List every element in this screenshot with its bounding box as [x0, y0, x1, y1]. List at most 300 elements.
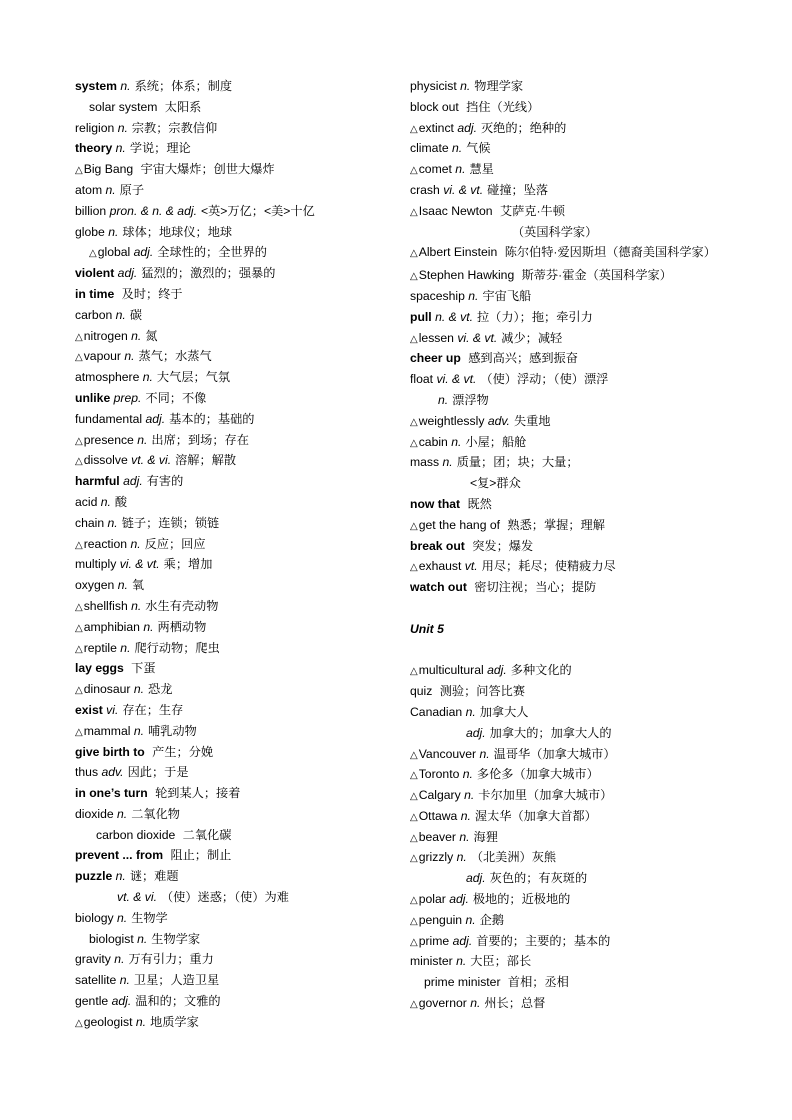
headword: in one’s turn [75, 786, 148, 801]
headword: reptile [83, 640, 117, 655]
definition: 氧 [131, 578, 145, 593]
vocab-entry [410, 201, 730, 222]
definition: 水生有壳动物 [145, 598, 219, 613]
headword: biologist [89, 931, 134, 946]
headword: prime minister [424, 975, 501, 990]
part-of-speech: n. [137, 432, 148, 447]
headword: block out [410, 99, 459, 114]
part-of-speech: n. [456, 850, 467, 865]
definition: 地质学家 [150, 1014, 199, 1029]
definition: （北美洲）灰熊 [470, 850, 557, 865]
part-of-speech: adj. [457, 120, 477, 135]
vocab-entry [410, 369, 730, 390]
headword: now that [410, 496, 461, 511]
vocab-entry [75, 513, 375, 534]
vocab-entry [410, 118, 730, 139]
headword: physicist [410, 79, 457, 93]
vocab-entry [410, 222, 730, 243]
part-of-speech: n. [115, 141, 126, 156]
definition: 突发；爆发 [472, 538, 534, 553]
unit-title: Unit 5 [410, 621, 444, 636]
part-of-speech: n. [465, 704, 476, 719]
headword: crash [410, 182, 440, 197]
part-of-speech: pron. & n. & adj. [109, 203, 197, 218]
definition: 斯蒂芬·霍金（英国科学家） [521, 268, 672, 283]
definition: 原子 [119, 182, 145, 197]
definition: 出席；到场；存在 [151, 432, 249, 447]
headword: prime [418, 933, 450, 948]
headword: mammal [83, 723, 131, 738]
vocab-entry [410, 390, 730, 411]
vocab-entry [410, 723, 730, 744]
part-of-speech: n. [142, 370, 153, 385]
part-of-speech: n. [135, 1014, 147, 1029]
headword: prevent ... from [75, 848, 164, 863]
right-column [410, 76, 730, 1014]
part-of-speech: n. [108, 224, 119, 239]
headword: billion [75, 203, 107, 218]
headword: presence [83, 432, 134, 447]
triangle-icon: △ [410, 520, 418, 532]
vocab-entry [410, 764, 730, 785]
headword: reaction [83, 536, 128, 551]
headword: cheer up [410, 351, 461, 366]
headword: minister [410, 954, 453, 969]
definition: 失重地 [513, 413, 551, 428]
part-of-speech: adj. [449, 892, 469, 907]
headword: dinosaur [83, 682, 131, 697]
definition: 灭绝的；绝种的 [480, 120, 567, 135]
part-of-speech: vi. & vt. [436, 372, 477, 387]
part-of-speech: n. [133, 682, 145, 697]
headword: carbon dioxide [96, 827, 176, 842]
vocab-entry [75, 658, 375, 679]
headword: mass [410, 455, 440, 470]
part-of-speech: n. [468, 288, 479, 303]
definition: （英国科学家） [512, 224, 598, 239]
part-of-speech: n. [133, 723, 144, 738]
definition: 挡住（光线） [466, 99, 540, 114]
definition: 拉（力）；拖；牵引力 [477, 309, 593, 324]
definition: 海狸 [473, 829, 498, 844]
definition: 测验；问答比赛 [439, 684, 526, 699]
part-of-speech: vt. [464, 559, 478, 574]
vocab-entry [75, 450, 375, 471]
headword: Calgary [418, 788, 461, 803]
definition: 酸 [114, 494, 128, 509]
definition: 及时；终于 [121, 286, 183, 301]
vocab-entry [75, 118, 375, 139]
triangle-icon: △ [75, 1017, 83, 1029]
part-of-speech: n. [442, 455, 453, 470]
triangle-icon: △ [410, 437, 418, 449]
triangle-icon: △ [75, 726, 83, 738]
triangle-icon: △ [410, 791, 418, 803]
triangle-icon: △ [410, 749, 418, 761]
definition: 感到高兴；感到振奋 [468, 351, 578, 366]
vocab-entry [75, 804, 375, 825]
part-of-speech: n. [131, 598, 142, 613]
vocab-entry [410, 411, 730, 432]
triangle-icon: △ [410, 666, 418, 678]
part-of-speech: n. [117, 578, 128, 593]
headword: give birth to [75, 744, 145, 759]
vocab-entry [410, 432, 730, 453]
part-of-speech: n. [115, 307, 126, 322]
triangle-icon: △ [410, 206, 418, 218]
headword: acid [75, 494, 98, 509]
definition: 谜；难题 [129, 869, 179, 884]
headword: oxygen [75, 578, 115, 593]
vocab-entry [410, 868, 730, 889]
triangle-icon: △ [410, 123, 418, 135]
vocab-entry [75, 180, 375, 201]
part-of-speech: adj. [133, 245, 154, 260]
definition: 大臣；部长 [470, 954, 532, 969]
vocab-entry [410, 536, 730, 557]
part-of-speech: n. [137, 931, 148, 946]
vocab-entry [75, 138, 375, 159]
headword: Canadian [410, 704, 463, 719]
definition: 减少；减轻 [501, 330, 563, 345]
vocab-entry [410, 473, 730, 494]
definition: 反应；回应 [144, 536, 206, 551]
vocab-entry [75, 679, 375, 700]
headword: dioxide [75, 806, 114, 821]
definition: 质量；团；块；大量； [456, 455, 579, 470]
vocab-entry [75, 76, 375, 97]
part-of-speech: vi. & vt. [119, 557, 160, 572]
blank-line [410, 640, 730, 661]
headword: religion [75, 120, 115, 135]
left-column [75, 76, 375, 1033]
blank-line [410, 598, 730, 619]
vocab-entry [75, 721, 375, 742]
definition: 州长；总督 [484, 996, 546, 1011]
definition: 二氧化物 [131, 806, 180, 821]
part-of-speech: n. [465, 912, 476, 927]
part-of-speech: n. [456, 954, 467, 969]
part-of-speech: n. [464, 788, 475, 803]
triangle-icon: △ [410, 853, 418, 865]
headword: theory [75, 141, 113, 156]
definition: 产生；分娩 [152, 744, 214, 759]
headword: multiply [75, 557, 117, 572]
triangle-icon: △ [75, 643, 83, 655]
headword: polar [418, 892, 446, 907]
part-of-speech: n. [124, 349, 135, 364]
headword: atmosphere [75, 370, 140, 385]
headword: comet [418, 162, 452, 177]
definition: 生物学家 [151, 931, 201, 946]
headword: harmful [75, 474, 120, 489]
part-of-speech: adj. [145, 411, 166, 426]
vocab-entry [75, 367, 375, 388]
headword: penguin [418, 912, 463, 927]
triangle-icon: △ [75, 456, 83, 468]
definition: 漂浮物 [452, 392, 489, 407]
vocab-entry [75, 700, 375, 721]
vocab-entry [75, 825, 375, 846]
triangle-icon: △ [75, 352, 83, 364]
headword: unlike [75, 390, 111, 405]
headword: weightlessly [418, 413, 485, 428]
definition: 物理学家 [474, 79, 524, 93]
definition: 宇宙飞船 [482, 288, 532, 303]
headword: lessen [418, 330, 454, 345]
vocab-entry [75, 1012, 375, 1033]
part-of-speech: n. [120, 640, 131, 655]
vocab-entry [410, 452, 730, 473]
vocab-entry [410, 307, 730, 328]
part-of-speech: n. [452, 141, 463, 156]
vocab-entry [75, 845, 375, 866]
triangle-icon: △ [89, 248, 97, 260]
definition: 不同；不像 [145, 390, 207, 405]
definition: 加拿大的；加拿大人的 [489, 725, 612, 740]
vocab-entry [75, 534, 375, 555]
vocab-entry [410, 556, 730, 577]
headword: globe [75, 224, 105, 239]
vocab-entry [410, 931, 730, 952]
part-of-speech: vi. & vt. [443, 182, 484, 197]
headword: spaceship [410, 288, 465, 303]
part-of-speech: n. [120, 79, 131, 93]
vocab-entry [75, 471, 375, 492]
definition: 陈尔伯特·爱因斯坦（德裔美国科学家） [504, 245, 716, 260]
vocab-entry [75, 430, 375, 451]
definition: 渥太华（加拿大首都） [474, 808, 597, 823]
definition: 碳 [129, 307, 143, 322]
part-of-speech: n. & vt. [435, 309, 473, 324]
definition: 两栖动物 [157, 619, 207, 634]
headword: float [410, 372, 434, 387]
part-of-speech: n. [451, 434, 462, 449]
headword: dissolve [83, 453, 128, 468]
headword: chain [75, 515, 105, 530]
definition: 宇宙大爆炸；创世大爆炸 [140, 162, 275, 177]
definition: 极地的；近极地的 [472, 892, 571, 907]
definition: 多伦多（加拿大城市） [476, 767, 599, 782]
vocab-entry [75, 409, 375, 430]
triangle-icon: △ [410, 936, 418, 948]
definition: 基本的；基础的 [169, 411, 255, 426]
vocab-entry [75, 388, 375, 409]
definition: 温和的；文雅的 [135, 994, 221, 1009]
part-of-speech: n. [130, 536, 141, 551]
headword: exhaust [418, 559, 462, 574]
definition: 万有引力；重力 [128, 952, 214, 967]
part-of-speech: adv. [487, 413, 510, 428]
headword: system [75, 79, 118, 93]
part-of-speech: n. [462, 767, 473, 782]
definition: 企鹅 [479, 912, 505, 927]
headword: Albert Einstein [418, 245, 498, 260]
vocab-entry [410, 993, 730, 1014]
vocab-entry [75, 263, 375, 284]
headword: climate [410, 141, 449, 156]
vocab-entry [410, 97, 730, 118]
headword: atom [75, 182, 103, 197]
definition: 球体；地球仪；地球 [122, 224, 233, 239]
headword: get the hang of [418, 517, 501, 532]
definition: 有害的 [146, 474, 184, 489]
vocab-entry [410, 785, 730, 806]
vocab-entry [75, 492, 375, 513]
triangle-icon: △ [75, 165, 83, 177]
definition: 系统；体系；制度 [134, 79, 233, 93]
vocab-entry [410, 76, 730, 97]
definition: 爬行动物；爬虫 [134, 640, 220, 655]
vocab-entry [75, 970, 375, 991]
part-of-speech: n. [131, 328, 142, 343]
triangle-icon: △ [410, 832, 418, 844]
headword: biology [75, 910, 114, 925]
vocab-entry [75, 929, 375, 950]
definition: 全球性的；全世界的 [157, 245, 267, 260]
definition: 猛烈的；激烈的；强暴的 [141, 266, 276, 281]
part-of-speech: n. [438, 392, 449, 407]
vocab-entry [75, 638, 375, 659]
definition: 二氧化碳 [182, 827, 232, 842]
vocab-entry [75, 949, 375, 970]
headword: lay eggs [75, 661, 124, 676]
part-of-speech: n. [100, 494, 111, 509]
vocab-entry [75, 201, 375, 222]
part-of-speech: n. [470, 996, 481, 1011]
vocab-entry [75, 596, 375, 617]
definition: 卫星；人造卫星 [133, 973, 220, 988]
headword: pull [410, 309, 432, 324]
triangle-icon: △ [75, 622, 83, 634]
headword: Toronto [418, 767, 460, 782]
definition: 小屋；船舱 [465, 434, 527, 449]
triangle-icon: △ [75, 435, 83, 447]
headword: Big Bang [83, 162, 134, 177]
part-of-speech: n. [117, 806, 128, 821]
triangle-icon: △ [410, 915, 418, 927]
vocab-entry [410, 286, 730, 307]
headword: Isaac Newton [418, 203, 493, 218]
vocab-entry [75, 305, 375, 326]
part-of-speech: adj. [452, 933, 473, 948]
part-of-speech: n. [143, 619, 154, 634]
headword: vapour [83, 349, 121, 364]
definition: 轮到某人；接着 [155, 786, 241, 801]
triangle-icon: △ [410, 416, 418, 428]
vocab-entry [410, 681, 730, 702]
triangle-icon: △ [75, 539, 83, 551]
vocab-entry [75, 887, 375, 908]
part-of-speech: n. [479, 746, 490, 761]
vocab-entry [75, 326, 375, 347]
vocab-entry [75, 742, 375, 763]
vocab-entry [75, 242, 375, 263]
triangle-icon: △ [75, 601, 83, 613]
headword: global [97, 245, 131, 260]
headword: watch out [410, 580, 467, 595]
headword: Vancouver [418, 746, 477, 761]
part-of-speech: n. [105, 182, 116, 197]
headword: carbon [75, 307, 113, 322]
headword: gravity [75, 952, 111, 967]
definition: 卡尔加里（加拿大城市） [478, 788, 613, 803]
vocab-entry [410, 180, 730, 201]
part-of-speech: vi. & vt. [457, 330, 498, 345]
vocab-entry [410, 744, 730, 765]
vocab-entry [75, 991, 375, 1012]
definition: 大气层；气氛 [156, 370, 231, 385]
headword: break out [410, 538, 465, 553]
headword: Stephen Hawking [418, 268, 515, 283]
vocab-entry [75, 762, 375, 783]
vocab-entry [410, 159, 730, 180]
headword: amphibian [83, 619, 140, 634]
part-of-speech: n. [115, 869, 126, 884]
definition: 多种文化的 [510, 663, 572, 678]
definition: <英>万亿；<美>十亿 [200, 203, 315, 218]
part-of-speech: n. [107, 515, 118, 530]
triangle-icon: △ [75, 685, 83, 697]
headword: extinct [418, 120, 454, 135]
vocab-entry [410, 577, 730, 598]
part-of-speech: adj. [117, 266, 138, 281]
headword: quiz [410, 684, 433, 699]
definition: 密切注视；当心；提防 [474, 580, 597, 595]
vocab-entry [410, 515, 730, 536]
definition: 氮 [145, 328, 158, 343]
definition: 太阳系 [164, 99, 202, 114]
vocab-entry [410, 847, 730, 868]
vocab-entry [410, 806, 730, 827]
headword: nitrogen [83, 328, 128, 343]
vocab-entry [410, 827, 730, 848]
definition: （使）迷惑；（使）为难 [160, 890, 289, 905]
vocab-entry [410, 889, 730, 910]
part-of-speech: adv. [101, 765, 124, 780]
vocab-entry [75, 908, 375, 929]
triangle-icon: △ [410, 333, 418, 345]
definition: 温哥华（加拿大城市） [493, 746, 616, 761]
headword: satellite [75, 973, 117, 988]
triangle-icon: △ [410, 811, 418, 823]
headword: solar system [89, 99, 158, 114]
vocab-entry [410, 348, 730, 369]
triangle-icon: △ [410, 248, 418, 260]
part-of-speech: adj. [487, 663, 507, 678]
definition: 熟悉；掌握；理解 [507, 517, 605, 532]
headword: geologist [83, 1014, 133, 1029]
headword: Ottawa [418, 808, 458, 823]
vocab-entry [75, 617, 375, 638]
vocab-entry [75, 346, 375, 367]
headword: puzzle [75, 869, 113, 884]
vocab-entry [75, 866, 375, 887]
vocab-entry [410, 328, 730, 349]
part-of-speech: n. [459, 829, 470, 844]
part-of-speech: adj. [466, 725, 486, 740]
triangle-icon: △ [410, 562, 418, 574]
headword: shellfish [83, 598, 128, 613]
headword: gentle [75, 994, 109, 1009]
headword: beaver [418, 829, 456, 844]
part-of-speech: n. [117, 120, 128, 135]
headword: governor [418, 996, 467, 1011]
part-of-speech: vt. & vi. [131, 453, 172, 468]
definition: 溶解；解散 [175, 453, 237, 468]
part-of-speech: vt. & vi. [117, 890, 157, 905]
headword: grizzly [418, 850, 454, 865]
